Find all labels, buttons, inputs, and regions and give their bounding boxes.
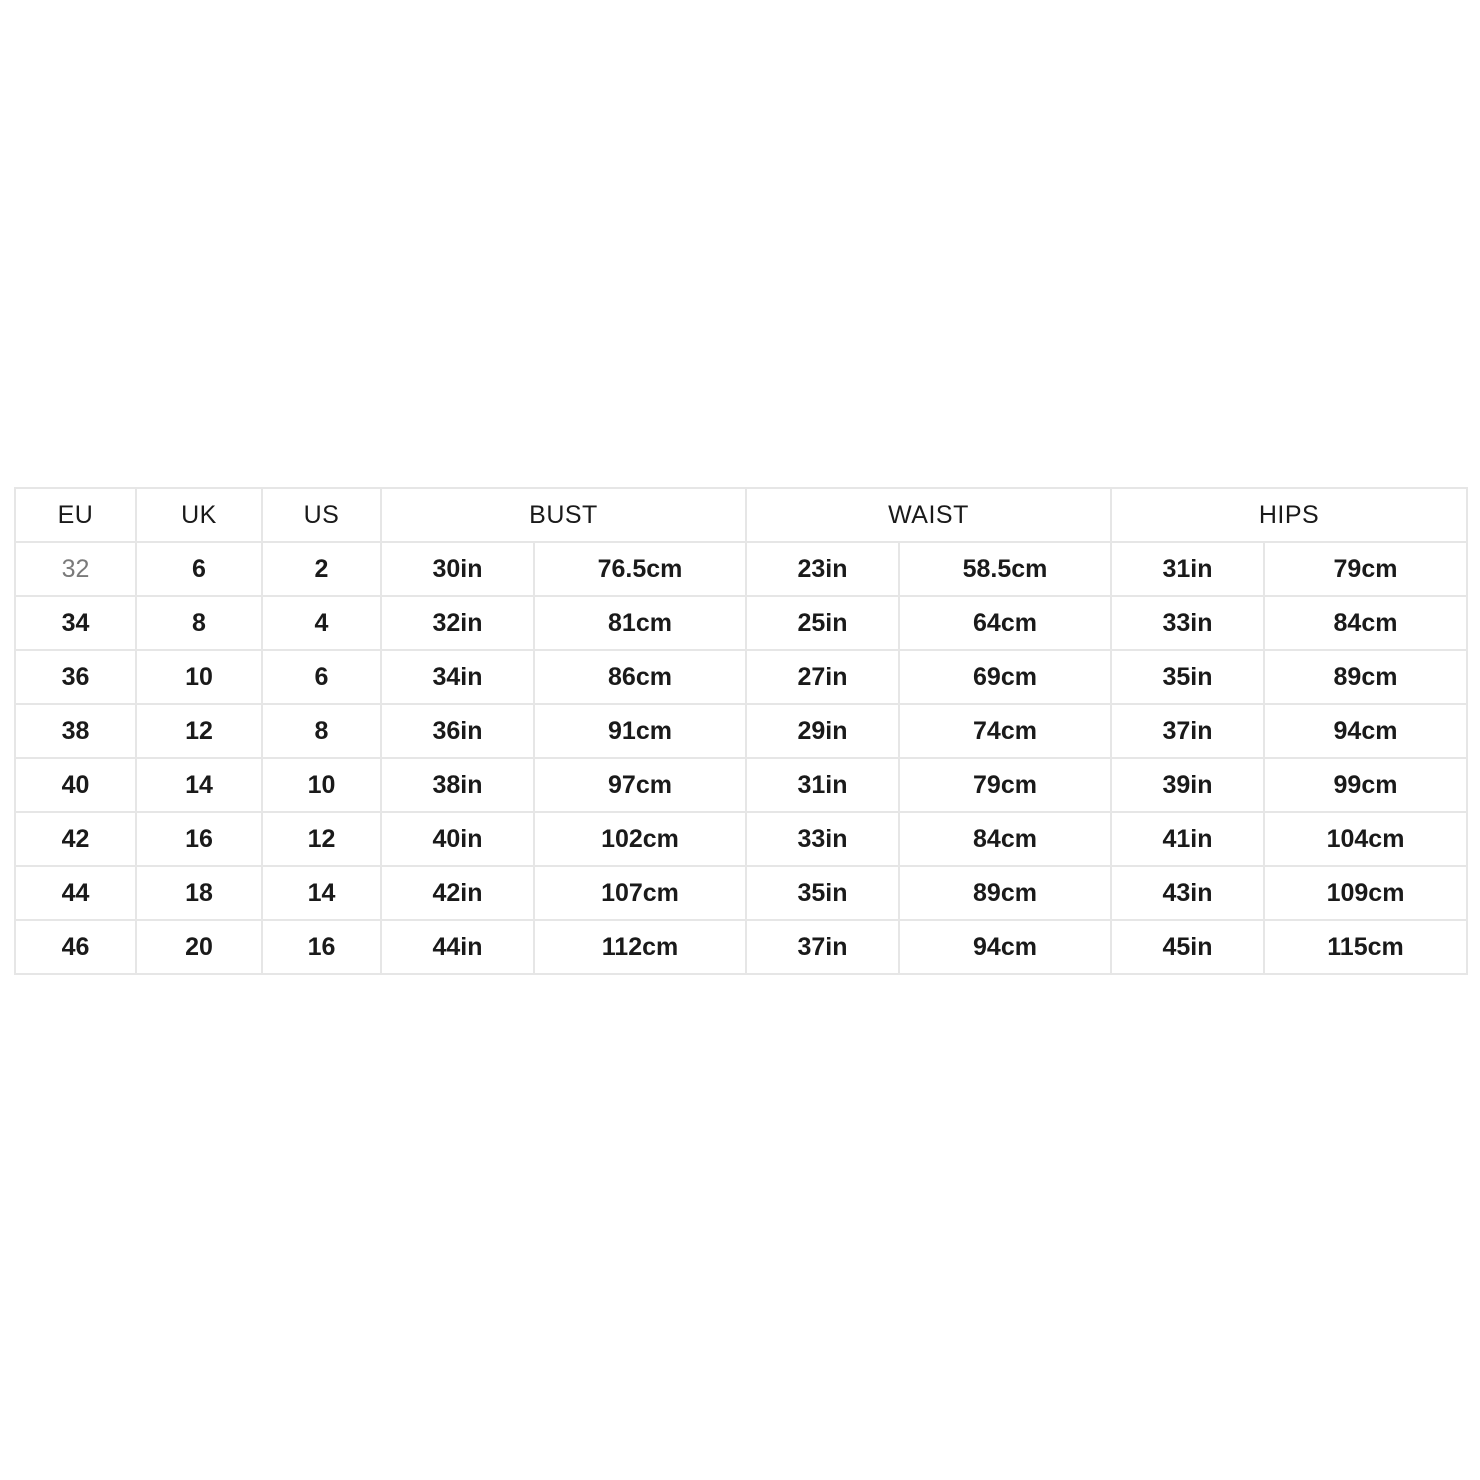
- cell-us: 4: [262, 596, 381, 650]
- cell-bust-cm: 86cm: [534, 650, 746, 704]
- cell-bust-in: 42in: [381, 866, 534, 920]
- cell-waist-cm: 79cm: [899, 758, 1111, 812]
- cell-hips-in: 39in: [1111, 758, 1264, 812]
- header-bust: BUST: [381, 488, 746, 542]
- header-us: US: [262, 488, 381, 542]
- table-row: [15, 866, 1467, 920]
- table-row: [15, 596, 1467, 650]
- header-hips: HIPS: [1111, 488, 1467, 542]
- table-row: [15, 758, 1467, 812]
- cell-waist-in: 27in: [746, 650, 899, 704]
- cell-bust-in: 34in: [381, 650, 534, 704]
- cell-bust-cm: 102cm: [534, 812, 746, 866]
- cell-hips-in: 33in: [1111, 596, 1264, 650]
- cell-eu: 34: [15, 596, 136, 650]
- cell-waist-cm: 69cm: [899, 650, 1111, 704]
- cell-uk: 16: [136, 812, 262, 866]
- header-eu: EU: [15, 488, 136, 542]
- cell-eu: 42: [15, 812, 136, 866]
- cell-uk: 18: [136, 866, 262, 920]
- cell-uk: 20: [136, 920, 262, 974]
- cell-hips-cm: 79cm: [1264, 542, 1467, 596]
- cell-bust-in: 40in: [381, 812, 534, 866]
- cell-bust-cm: 107cm: [534, 866, 746, 920]
- cell-hips-in: 35in: [1111, 650, 1264, 704]
- cell-bust-cm: 112cm: [534, 920, 746, 974]
- cell-waist-cm: 89cm: [899, 866, 1111, 920]
- cell-hips-cm: 89cm: [1264, 650, 1467, 704]
- header-uk: UK: [136, 488, 262, 542]
- cell-eu: 32: [15, 542, 136, 596]
- table-row: [15, 812, 1467, 866]
- cell-uk: 14: [136, 758, 262, 812]
- cell-hips-cm: 99cm: [1264, 758, 1467, 812]
- cell-eu: 44: [15, 866, 136, 920]
- cell-bust-in: 32in: [381, 596, 534, 650]
- cell-bust-cm: 91cm: [534, 704, 746, 758]
- table-row: [15, 650, 1467, 704]
- cell-uk: 10: [136, 650, 262, 704]
- cell-waist-cm: 64cm: [899, 596, 1111, 650]
- cell-bust-in: 44in: [381, 920, 534, 974]
- table-row: [15, 920, 1467, 974]
- cell-bust-cm: 81cm: [534, 596, 746, 650]
- cell-waist-in: 29in: [746, 704, 899, 758]
- table-row: [15, 542, 1467, 596]
- cell-us: 14: [262, 866, 381, 920]
- cell-hips-cm: 104cm: [1264, 812, 1467, 866]
- cell-waist-cm: 74cm: [899, 704, 1111, 758]
- cell-eu: 38: [15, 704, 136, 758]
- cell-hips-cm: 109cm: [1264, 866, 1467, 920]
- cell-hips-in: 43in: [1111, 866, 1264, 920]
- cell-waist-in: 31in: [746, 758, 899, 812]
- cell-us: 2: [262, 542, 381, 596]
- cell-waist-in: 33in: [746, 812, 899, 866]
- cell-waist-in: 37in: [746, 920, 899, 974]
- cell-waist-cm: 94cm: [899, 920, 1111, 974]
- header-row: [15, 488, 1467, 542]
- cell-eu: 40: [15, 758, 136, 812]
- cell-eu: 46: [15, 920, 136, 974]
- cell-bust-cm: 76.5cm: [534, 542, 746, 596]
- cell-hips-in: 41in: [1111, 812, 1264, 866]
- cell-waist-cm: 58.5cm: [899, 542, 1111, 596]
- cell-bust-cm: 97cm: [534, 758, 746, 812]
- cell-uk: 6: [136, 542, 262, 596]
- cell-us: 8: [262, 704, 381, 758]
- cell-waist-in: 25in: [746, 596, 899, 650]
- size-chart-table: [14, 487, 1468, 975]
- cell-hips-cm: 94cm: [1264, 704, 1467, 758]
- cell-bust-in: 30in: [381, 542, 534, 596]
- header-waist: WAIST: [746, 488, 1111, 542]
- cell-bust-in: 36in: [381, 704, 534, 758]
- cell-us: 12: [262, 812, 381, 866]
- cell-us: 6: [262, 650, 381, 704]
- cell-hips-in: 37in: [1111, 704, 1264, 758]
- cell-waist-in: 35in: [746, 866, 899, 920]
- cell-uk: 12: [136, 704, 262, 758]
- cell-hips-in: 45in: [1111, 920, 1264, 974]
- cell-hips-cm: 84cm: [1264, 596, 1467, 650]
- cell-hips-in: 31in: [1111, 542, 1264, 596]
- cell-us: 16: [262, 920, 381, 974]
- cell-eu: 36: [15, 650, 136, 704]
- cell-waist-cm: 84cm: [899, 812, 1111, 866]
- cell-us: 10: [262, 758, 381, 812]
- cell-hips-cm: 115cm: [1264, 920, 1467, 974]
- cell-bust-in: 38in: [381, 758, 534, 812]
- cell-uk: 8: [136, 596, 262, 650]
- table-row: [15, 704, 1467, 758]
- cell-waist-in: 23in: [746, 542, 899, 596]
